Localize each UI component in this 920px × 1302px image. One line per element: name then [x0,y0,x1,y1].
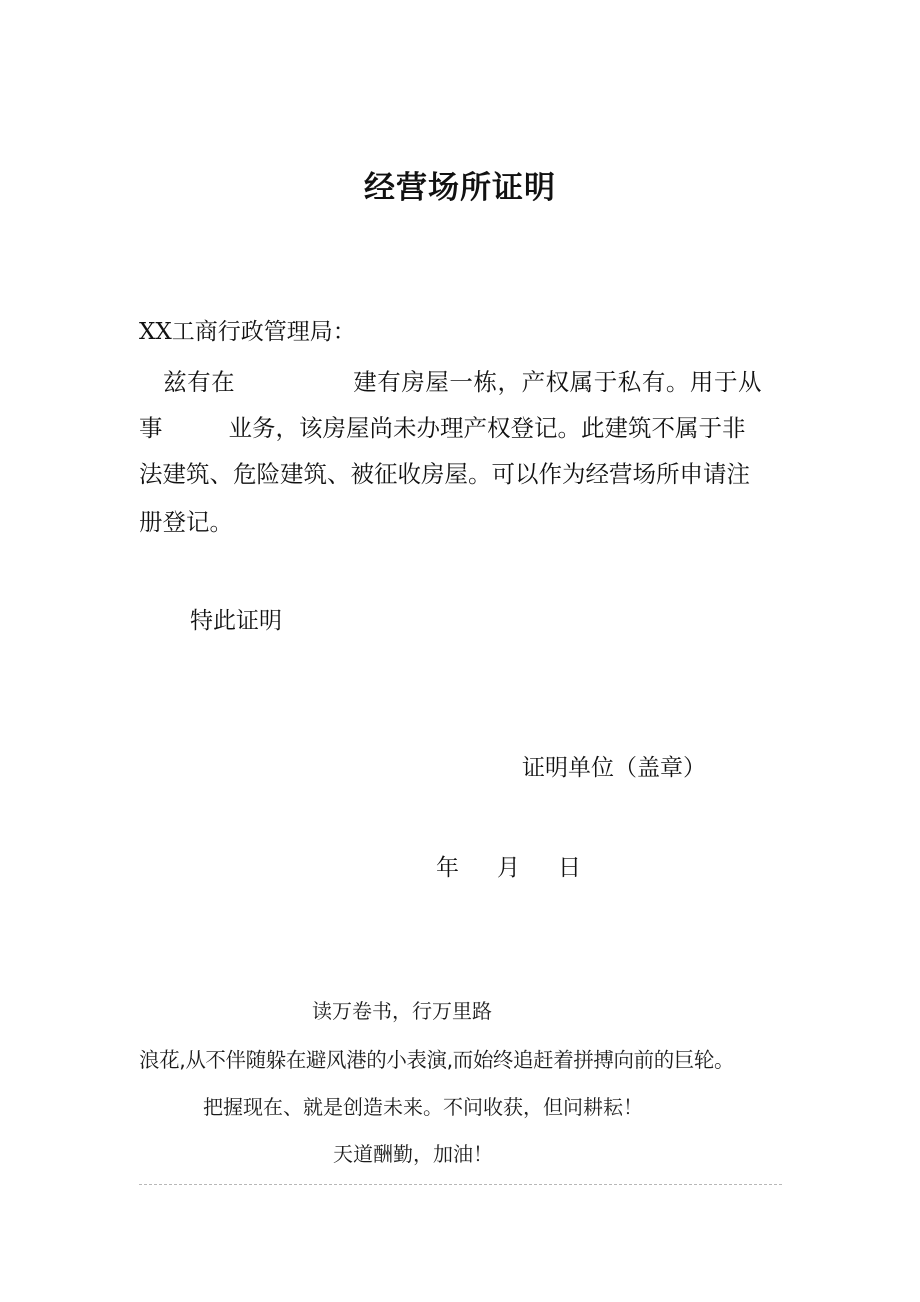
body-line-1 [139,363,762,397]
dashed-divider [139,1184,782,1185]
body-line-1-start: 兹有在 [163,368,236,396]
document-title: 经营场所证明 [364,170,556,206]
motto-line-4: 天道酬勤，加油！ [333,1142,493,1166]
body-line-2-start: 事 [139,414,163,442]
certifying-unit-seal: 证明单位（盖章） [522,755,706,781]
motto-line-3: 把握现在、就是创造未来。不问收获，但问耕耘！ [203,1095,643,1119]
body-line-1-end: 建有房屋一栋，产权属于私有。用于从 [353,368,763,396]
body-line-2-end: 业务，该房屋尚未办理产权登记。此建筑不属于非 [228,414,746,442]
addressee: XX工商行政管理局： [139,319,356,345]
body-line-4: 册登记。 [139,508,233,536]
closing-statement: 特此证明 [190,608,282,634]
motto-line-1: 读万卷书，行万里路 [312,999,492,1023]
motto-line-2: 浪花,从不伴随躲在避风港的小表演,而始终追赶着拼搏向前的巨轮。 [139,1048,735,1072]
date-line [436,849,581,882]
date-year-label: 年 [436,855,459,881]
date-month-label: 月 [497,855,520,881]
body-line-3: 法建筑、危险建筑、被征收房屋。可以作为经营场所申请注 [139,460,750,488]
date-day-label: 日 [558,855,581,881]
body-line-2 [139,409,746,443]
